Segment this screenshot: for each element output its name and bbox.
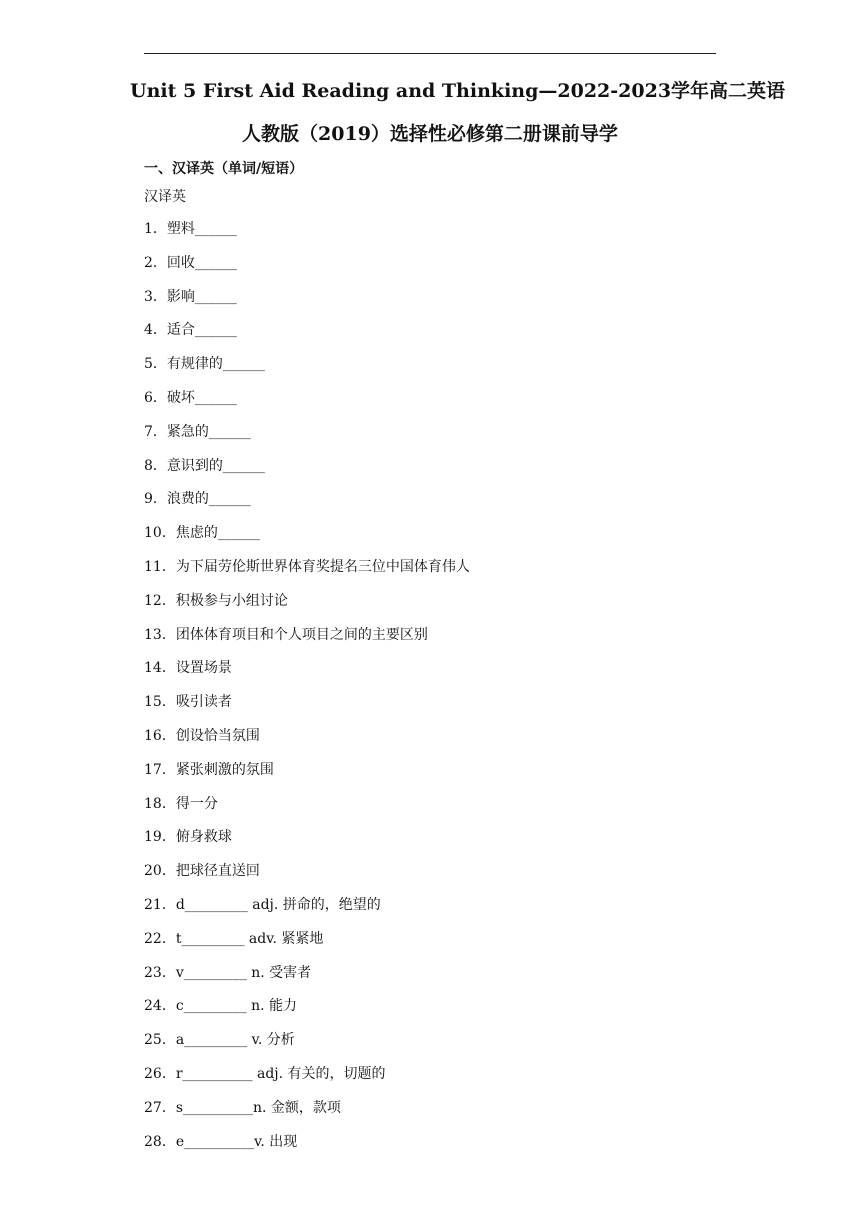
question-item [144,1099,470,1133]
question-item [144,1031,470,1065]
question-number: 15． [144,694,176,711]
question-item [144,288,470,322]
question-number: 3． [144,288,167,305]
question-text: s__________n. 金额，款项 [175,1099,341,1116]
question-item [144,964,470,998]
question-item [144,558,470,592]
question-text: 浪费的______ [166,491,251,508]
question-item [144,220,470,254]
question-number: 25． [144,1032,176,1049]
question-number: 18． [144,795,176,812]
question-text: 团体体育项目和个人项目之间的主要区别 [175,626,428,643]
question-text: r__________ adj. 有关的，切题的 [175,1065,386,1082]
question-item [144,659,470,693]
question-number: 20． [144,863,176,880]
question-item [144,930,470,964]
question-number: 8． [144,457,167,474]
question-item [144,693,470,727]
question-text: 回收______ [166,254,237,271]
question-number: 21． [144,896,176,913]
question-number: 27． [144,1099,176,1116]
question-number: 28． [144,1133,176,1150]
question-item [144,592,470,626]
subheading: 汉译英 [144,189,186,205]
question-number: 14． [144,660,176,677]
question-item [144,795,470,829]
question-text: 有规律的______ [166,356,265,373]
question-item [144,457,470,491]
title-line-2: 人教版（2019）选择性必修第二册课前导学 [242,123,618,145]
question-text: 影响______ [166,288,237,305]
question-number: 7． [144,423,167,440]
question-number: 9． [144,491,167,508]
question-text: 得一分 [175,795,218,812]
title-line-1: Unit 5 First Aid Reading and Thinking—2022-2023学年高二英语 [130,80,786,102]
question-number: 13． [144,626,176,643]
question-number: 23． [144,964,176,981]
question-list [144,220,470,1166]
question-text: c_________ n. 能力 [175,998,298,1015]
question-text: a_________ v. 分析 [175,1032,295,1049]
question-item [144,389,470,423]
question-item [144,321,470,355]
question-text: d_________ adj. 拼命的，绝望的 [175,896,381,913]
question-number: 22． [144,930,176,947]
question-number: 6． [144,389,167,406]
header-rule [144,53,716,54]
question-number: 26． [144,1065,176,1082]
question-text: 设置场景 [175,660,232,677]
question-text: 破坏______ [166,389,237,406]
question-text: 意识到的______ [166,457,265,474]
question-text: 适合______ [166,322,237,339]
question-item [144,896,470,930]
question-text: 为下届劳伦斯世界体育奖提名三位中国体育伟人 [175,558,470,575]
question-item [144,490,470,524]
question-item [144,524,470,558]
question-text: 创设恰当氛围 [175,727,260,744]
question-text: e__________v. 出现 [175,1133,298,1150]
question-item [144,727,470,761]
question-text: 紧急的______ [166,423,251,440]
question-number: 16． [144,727,176,744]
question-item [144,1065,470,1099]
question-item [144,997,470,1031]
question-text: 塑料______ [166,221,237,237]
section-heading: 一、汉译英（单词/短语） [144,161,304,177]
question-number: 4． [144,322,167,339]
question-item [144,862,470,896]
question-text: 吸引读者 [175,694,232,711]
question-number: 17． [144,761,176,778]
question-text: t_________ adv. 紧紧地 [175,930,324,947]
question-item [144,1133,470,1167]
question-item [144,761,470,795]
question-number: 2． [144,254,167,271]
question-text: v_________ n. 受害者 [175,964,312,981]
question-item [144,828,470,862]
question-number: 5． [144,356,167,373]
question-number: 19． [144,829,176,846]
question-number: 11． [144,558,176,575]
question-item [144,626,470,660]
question-text: 紧张刺激的氛围 [175,761,274,778]
question-number: 10． [144,525,176,542]
question-text: 积极参与小组讨论 [175,592,288,609]
question-item [144,423,470,457]
question-number: 12． [144,592,176,609]
question-item [144,355,470,389]
question-number: 1． [144,221,167,237]
question-text: 俯身救球 [175,829,232,846]
question-number: 24． [144,998,176,1015]
question-item [144,254,470,288]
question-text: 把球径直送回 [175,863,260,880]
question-text: 焦虑的______ [175,525,260,542]
